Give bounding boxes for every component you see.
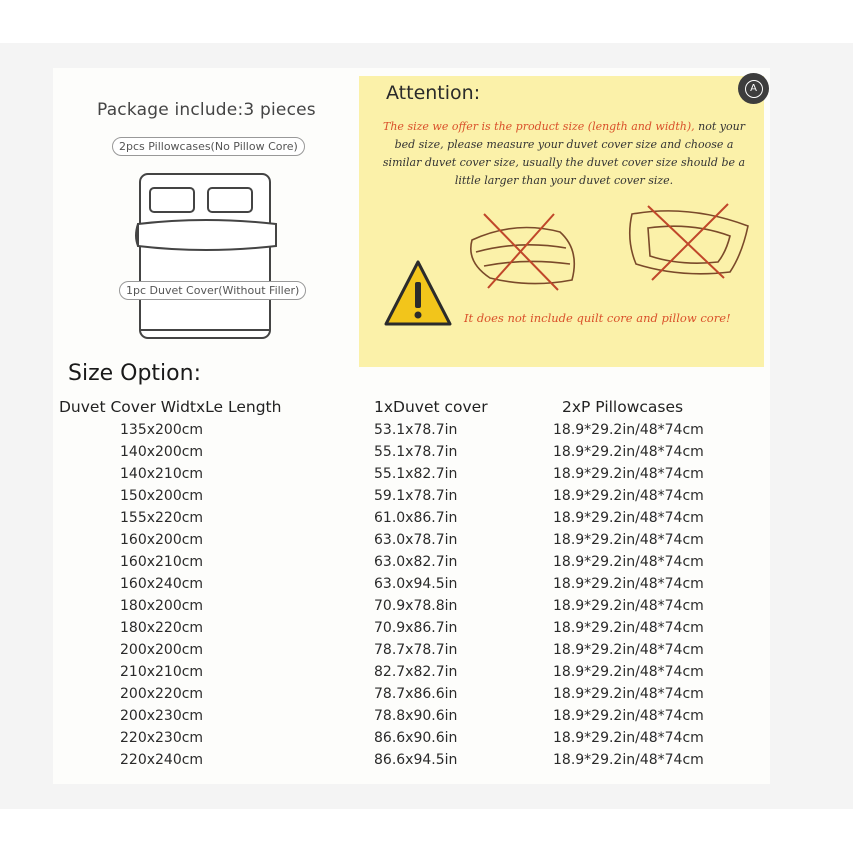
size-table [0,420,853,772]
cell-in: 82.7x82.7in [374,664,458,680]
cell-cm: 210x210cm [120,664,204,680]
cell-pillow: 18.9*29.2in/48*74cm [553,444,704,460]
cell-pillow: 18.9*29.2in/48*74cm [553,554,704,570]
cell-pillow: 18.9*29.2in/48*74cm [553,488,704,504]
table-row [0,508,853,530]
cell-in: 55.1x82.7in [374,466,458,482]
cell-in: 63.0x94.5in [374,576,458,592]
cell-pillow: 18.9*29.2in/48*74cm [553,576,704,592]
duvet-label: 1pc Duvet Cover(Without Filler) [119,281,306,300]
attention-note: It does not include quilt core and pillow core! [464,311,731,325]
attention-title: Attention: [386,82,481,104]
cell-cm: 200x230cm [120,708,204,724]
header-pillowcases: 2xP Pillowcases [562,398,684,416]
cell-in: 61.0x86.7in [374,510,458,526]
bed-illustration [130,160,280,342]
pillow-right-icon [208,188,252,212]
table-row [0,486,853,508]
pillowcase-label: 2pcs Pillowcases(No Pillow Core) [112,137,305,156]
table-row [0,640,853,662]
package-title: Package include:3 pieces [97,100,316,120]
cell-cm: 160x200cm [120,532,204,548]
cell-cm: 180x220cm [120,620,204,636]
table-row [0,728,853,750]
table-row [0,684,853,706]
cell-in: 63.0x82.7in [374,554,458,570]
table-row [0,706,853,728]
cell-cm: 150x200cm [120,488,204,504]
table-row [0,750,853,772]
cell-pillow: 18.9*29.2in/48*74cm [553,598,704,614]
cell-pillow: 18.9*29.2in/48*74cm [553,466,704,482]
cell-in: 78.7x86.6in [374,686,458,702]
cell-pillow: 18.9*29.2in/48*74cm [553,532,704,548]
cell-pillow: 18.9*29.2in/48*74cm [553,752,704,768]
cell-in: 63.0x78.7in [374,532,458,548]
header-duvet-cover: 1xDuvet cover [374,398,488,416]
cell-in: 86.6x90.6in [374,730,458,746]
cell-pillow: 18.9*29.2in/48*74cm [553,686,704,702]
cell-in: 86.6x94.5in [374,752,458,768]
cell-pillow: 18.9*29.2in/48*74cm [553,730,704,746]
table-row [0,530,853,552]
cell-pillow: 18.9*29.2in/48*74cm [553,642,704,658]
warning-icon [386,262,450,324]
translate-button[interactable] [738,73,769,104]
header-duvet-size: Duvet Cover WidtxLe Length [59,398,282,416]
table-row [0,552,853,574]
table-row [0,464,853,486]
cell-cm: 200x200cm [120,642,204,658]
cell-cm: 140x210cm [120,466,204,482]
cell-cm: 160x210cm [120,554,204,570]
attention-text-highlight: The size we offer is the product size (length and width), [383,120,695,133]
table-row [0,420,853,442]
cell-cm: 155x220cm [120,510,204,526]
pillow-crossed-icon [630,204,748,280]
translate-icon: A [745,80,763,98]
cell-pillow: 18.9*29.2in/48*74cm [553,510,704,526]
cell-in: 78.7x78.7in [374,642,458,658]
pillow-left-icon [150,188,194,212]
attention-text-body: not your bed size, please measure your duvet cover size and choose a similar duvet cover size, usually the duvet cover size should be a little larger than your duvet cover size. [382,120,746,187]
cell-cm: 220x240cm [120,752,204,768]
table-row [0,662,853,684]
cell-cm: 200x220cm [120,686,204,702]
cell-cm: 140x200cm [120,444,204,460]
table-row [0,574,853,596]
size-option-title: Size Option: [68,361,201,386]
cell-in: 53.1x78.7in [374,422,458,438]
table-row [0,618,853,640]
cell-in: 70.9x86.7in [374,620,458,636]
attention-text [374,118,754,190]
cell-pillow: 18.9*29.2in/48*74cm [553,708,704,724]
cell-cm: 160x240cm [120,576,204,592]
cell-pillow: 18.9*29.2in/48*74cm [553,620,704,636]
cell-pillow: 18.9*29.2in/48*74cm [553,422,704,438]
table-row [0,596,853,618]
quilt-crossed-icon [471,214,574,290]
cell-in: 59.1x78.7in [374,488,458,504]
cell-cm: 220x230cm [120,730,204,746]
cell-cm: 135x200cm [120,422,204,438]
cell-in: 70.9x78.8in [374,598,458,614]
cell-in: 78.8x90.6in [374,708,458,724]
cell-in: 55.1x78.7in [374,444,458,460]
cell-cm: 180x200cm [120,598,204,614]
cell-pillow: 18.9*29.2in/48*74cm [553,664,704,680]
table-row [0,442,853,464]
